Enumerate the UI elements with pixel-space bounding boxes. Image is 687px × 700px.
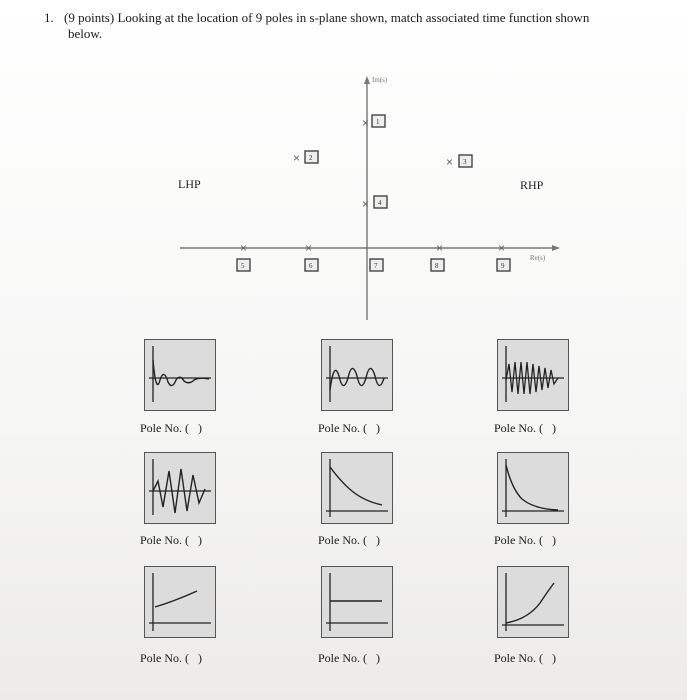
slow-decay-curve xyxy=(330,467,382,505)
pole-answer-label: Pole No. ( ) xyxy=(318,533,380,547)
pole-6-marker: × xyxy=(305,241,313,255)
response-plot-decaying-oscillation xyxy=(144,339,216,411)
pole-3-label: 3 xyxy=(463,158,467,166)
high-frequency-oscillation-curve xyxy=(506,362,558,394)
lhp-label: LHP xyxy=(178,177,201,191)
question-line-2: below. xyxy=(68,26,103,41)
response-plot-exponential-growth xyxy=(497,566,569,638)
pole-4-label: 4 xyxy=(378,199,382,207)
pole-answer-label: Pole No. ( ) xyxy=(494,651,556,665)
response-plot-constant xyxy=(321,566,393,638)
pole-4-marker: × xyxy=(362,197,370,211)
pole-answer-label: Pole No. ( ) xyxy=(140,421,202,435)
question-number: 1. xyxy=(44,10,54,25)
pole-8-marker: × xyxy=(436,241,444,255)
pole-8-label: 8 xyxy=(435,262,439,270)
pole-answer-label: Pole No. ( ) xyxy=(140,533,202,547)
pole-answer-label: Pole No. ( ) xyxy=(318,421,380,435)
response-plot-slow-exponential-decay xyxy=(321,452,393,524)
slow-rise-curve xyxy=(155,591,197,607)
imag-axis-arrow xyxy=(364,76,370,84)
growth-curve xyxy=(506,583,554,623)
fast-decay-curve xyxy=(506,465,558,510)
response-plot-growing-oscillation xyxy=(144,452,216,524)
decaying-oscillation-curve xyxy=(153,360,209,386)
pole-answer-label: Pole No. ( ) xyxy=(140,651,202,665)
pole-9-label: 9 xyxy=(501,262,505,270)
pole-6-label: 6 xyxy=(309,262,313,270)
pole-1-marker: × xyxy=(362,116,370,130)
pole-answer-label: Pole No. ( ) xyxy=(494,421,556,435)
pole-answer-label: Pole No. ( ) xyxy=(494,533,556,547)
pole-1-label: 1 xyxy=(376,118,380,126)
pole-3-marker: × xyxy=(446,155,454,169)
imag-axis-label: Im(s) xyxy=(372,76,388,84)
rhp-label: RHP xyxy=(520,178,544,192)
pole-7-label: 7 xyxy=(374,262,378,270)
pole-answer-label: Pole No. ( ) xyxy=(318,651,380,665)
pole-9-marker: × xyxy=(498,241,506,255)
s-plane-diagram xyxy=(0,0,687,330)
real-axis-arrow xyxy=(552,245,560,251)
real-axis-label: Re(s) xyxy=(530,254,546,262)
pole-5-marker: × xyxy=(240,241,248,255)
question-line-1: (9 points) Looking at the location of 9 poles in s-plane shown, match associated time function shown xyxy=(64,10,590,25)
response-plot-high-frequency-oscillation xyxy=(497,339,569,411)
pole-2-marker: × xyxy=(293,151,301,165)
response-plot-constant-oscillation xyxy=(321,339,393,411)
pole-5-label: 5 xyxy=(241,262,245,270)
pole-2-label: 2 xyxy=(309,154,313,162)
constant-oscillation-curve xyxy=(330,368,384,390)
response-plot-fast-exponential-decay xyxy=(497,452,569,524)
response-plot-slow-rise xyxy=(144,566,216,638)
